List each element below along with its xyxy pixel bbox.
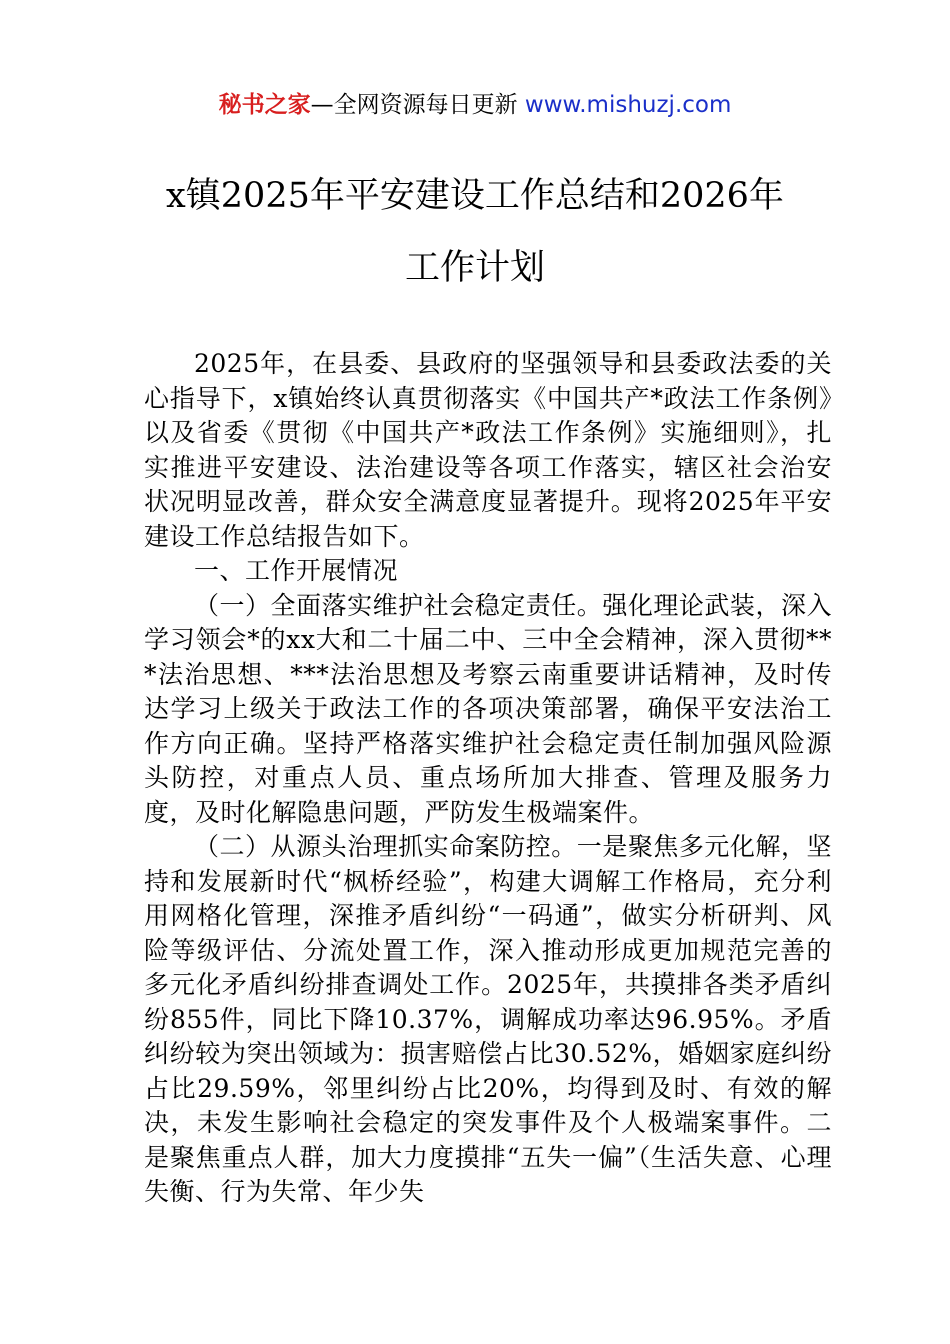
section-heading: 一、工作开展情况	[194, 556, 399, 585]
site-brand: 秘书之家	[218, 92, 311, 118]
site-tagline: —全网资源每日更新	[310, 92, 525, 118]
document-title-line-2: 工作计划	[404, 248, 545, 288]
intro-paragraph: 2025年，在县委、县政府的坚强领导和县委政法委的关心指导下，x镇始终认真贯彻落实《中国共产*政法工作条例》以及省委《贯彻《中国共产*政法工作条例》实施细则》，扎实推进平安建设、法治建设等各项工作落实，辖区社会治安状况明显改善，群众安全满意度显著提升。现将2025年平安建设工作总结报告如下。	[144, 349, 832, 551]
document-body	[144, 347, 832, 1210]
document-title	[100, 160, 850, 304]
site-url-link[interactable]: www.mishuzj.com	[524, 92, 732, 118]
document-title-line-1: x镇2025年平安建设工作总结和2026年	[166, 176, 784, 216]
body-paragraph: （一）全面落实维护社会稳定责任。强化理论武装，深入学习领会*的xx大和二十届二中、三中全会精神，深入贯彻***法治思想、***法治思想及考察云南重要讲话精神，及时传达学习上级关于政法工作的各项决策部署，确保平安法治工作方向正确。坚持严格落实维护社会稳定责任制加强风险源头防控，对重点人员、重点场所加大排查、管理及服务力度，及时化解隐患问题，严防发生极端案件。	[144, 590, 832, 827]
body-paragraph: （二）从源头治理抓实命案防控。一是聚焦多元化解，坚持和发展新时代“枫桥经验”，构建大调解工作格局，充分利用网格化管理，深推矛盾纠纷“一码通”，做实分析研判、风险等级评估、分流处置工作，深入推动形成更加规范完善的多元化矛盾纠纷排查调处工作。2025年，共摸排各类矛盾纠纷855件，同比下降10.37%，调解成功率达96.95%。矛盾纠纷较为突出领域为：损害赔偿占比30.52%，婚姻家庭纠纷占比29.59%，邻里纠纷占比20%，均得到及时、有效的解决，未发生影响社会稳定的突发事件及个人极端案事件。二是聚焦重点人群，加大力度摸排“五失一偏”（生活失意、心理失衡、行为失常、年少失	[144, 832, 832, 1206]
site-header	[0, 90, 950, 120]
